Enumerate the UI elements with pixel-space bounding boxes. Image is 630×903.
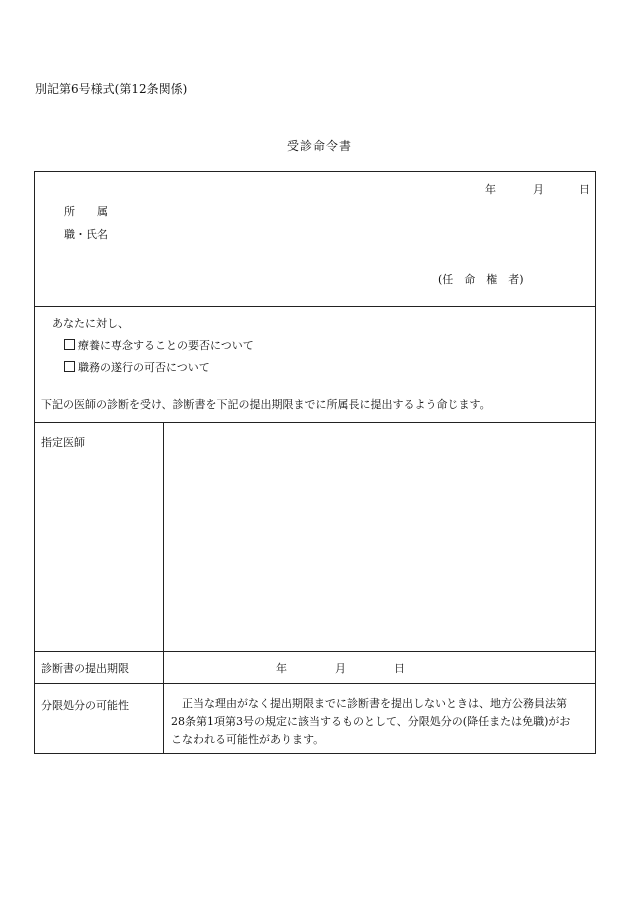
page-title: 受診命令書 — [287, 139, 353, 153]
penalty-text-line: 28条第1項第3号の規定に該当するものとして、分限処分の(降任または免職)がお — [171, 715, 571, 728]
penalty-text-line: 正当な理由がなく提出期限までに診断書を提出しないときは、地方公務員法第 — [171, 697, 567, 710]
date-day: 日 — [579, 183, 590, 196]
deadline-label: 診断書の提出期限 — [41, 662, 129, 675]
option-label: 職務の遂行の可否について — [78, 361, 210, 374]
date-year: 年 — [485, 183, 496, 196]
form-number: 別記第6号様式(第12条関係) — [35, 82, 188, 96]
option-label: 療養に専念することの要否について — [78, 339, 254, 352]
doctor-label: 指定医師 — [41, 436, 85, 449]
deadline-year: 年 — [276, 662, 287, 675]
affiliation-label: 所 属 — [64, 205, 108, 218]
instruction-text: 下記の医師の診断を受け、診断書を下記の提出期限までに所属長に提出するよう命じます。 — [41, 398, 491, 411]
checkbox-icon[interactable] — [64, 339, 75, 350]
date-month: 月 — [533, 183, 544, 196]
checkbox-icon[interactable] — [64, 361, 75, 372]
greeting-text: あなたに対し、 — [52, 317, 129, 330]
option-rest-necessity[interactable] — [64, 337, 254, 353]
option-duty-capability[interactable] — [64, 359, 210, 375]
appointing-authority: (任 命 権 者) — [438, 273, 524, 286]
position-name-label: 職・氏名 — [64, 228, 108, 241]
penalty-text-line: こなわれる可能性があります。 — [171, 733, 325, 746]
deadline-month: 月 — [335, 662, 346, 675]
penalty-label: 分限処分の可能性 — [41, 699, 129, 712]
doctor-field[interactable] — [165, 424, 594, 650]
deadline-day: 日 — [394, 662, 405, 675]
